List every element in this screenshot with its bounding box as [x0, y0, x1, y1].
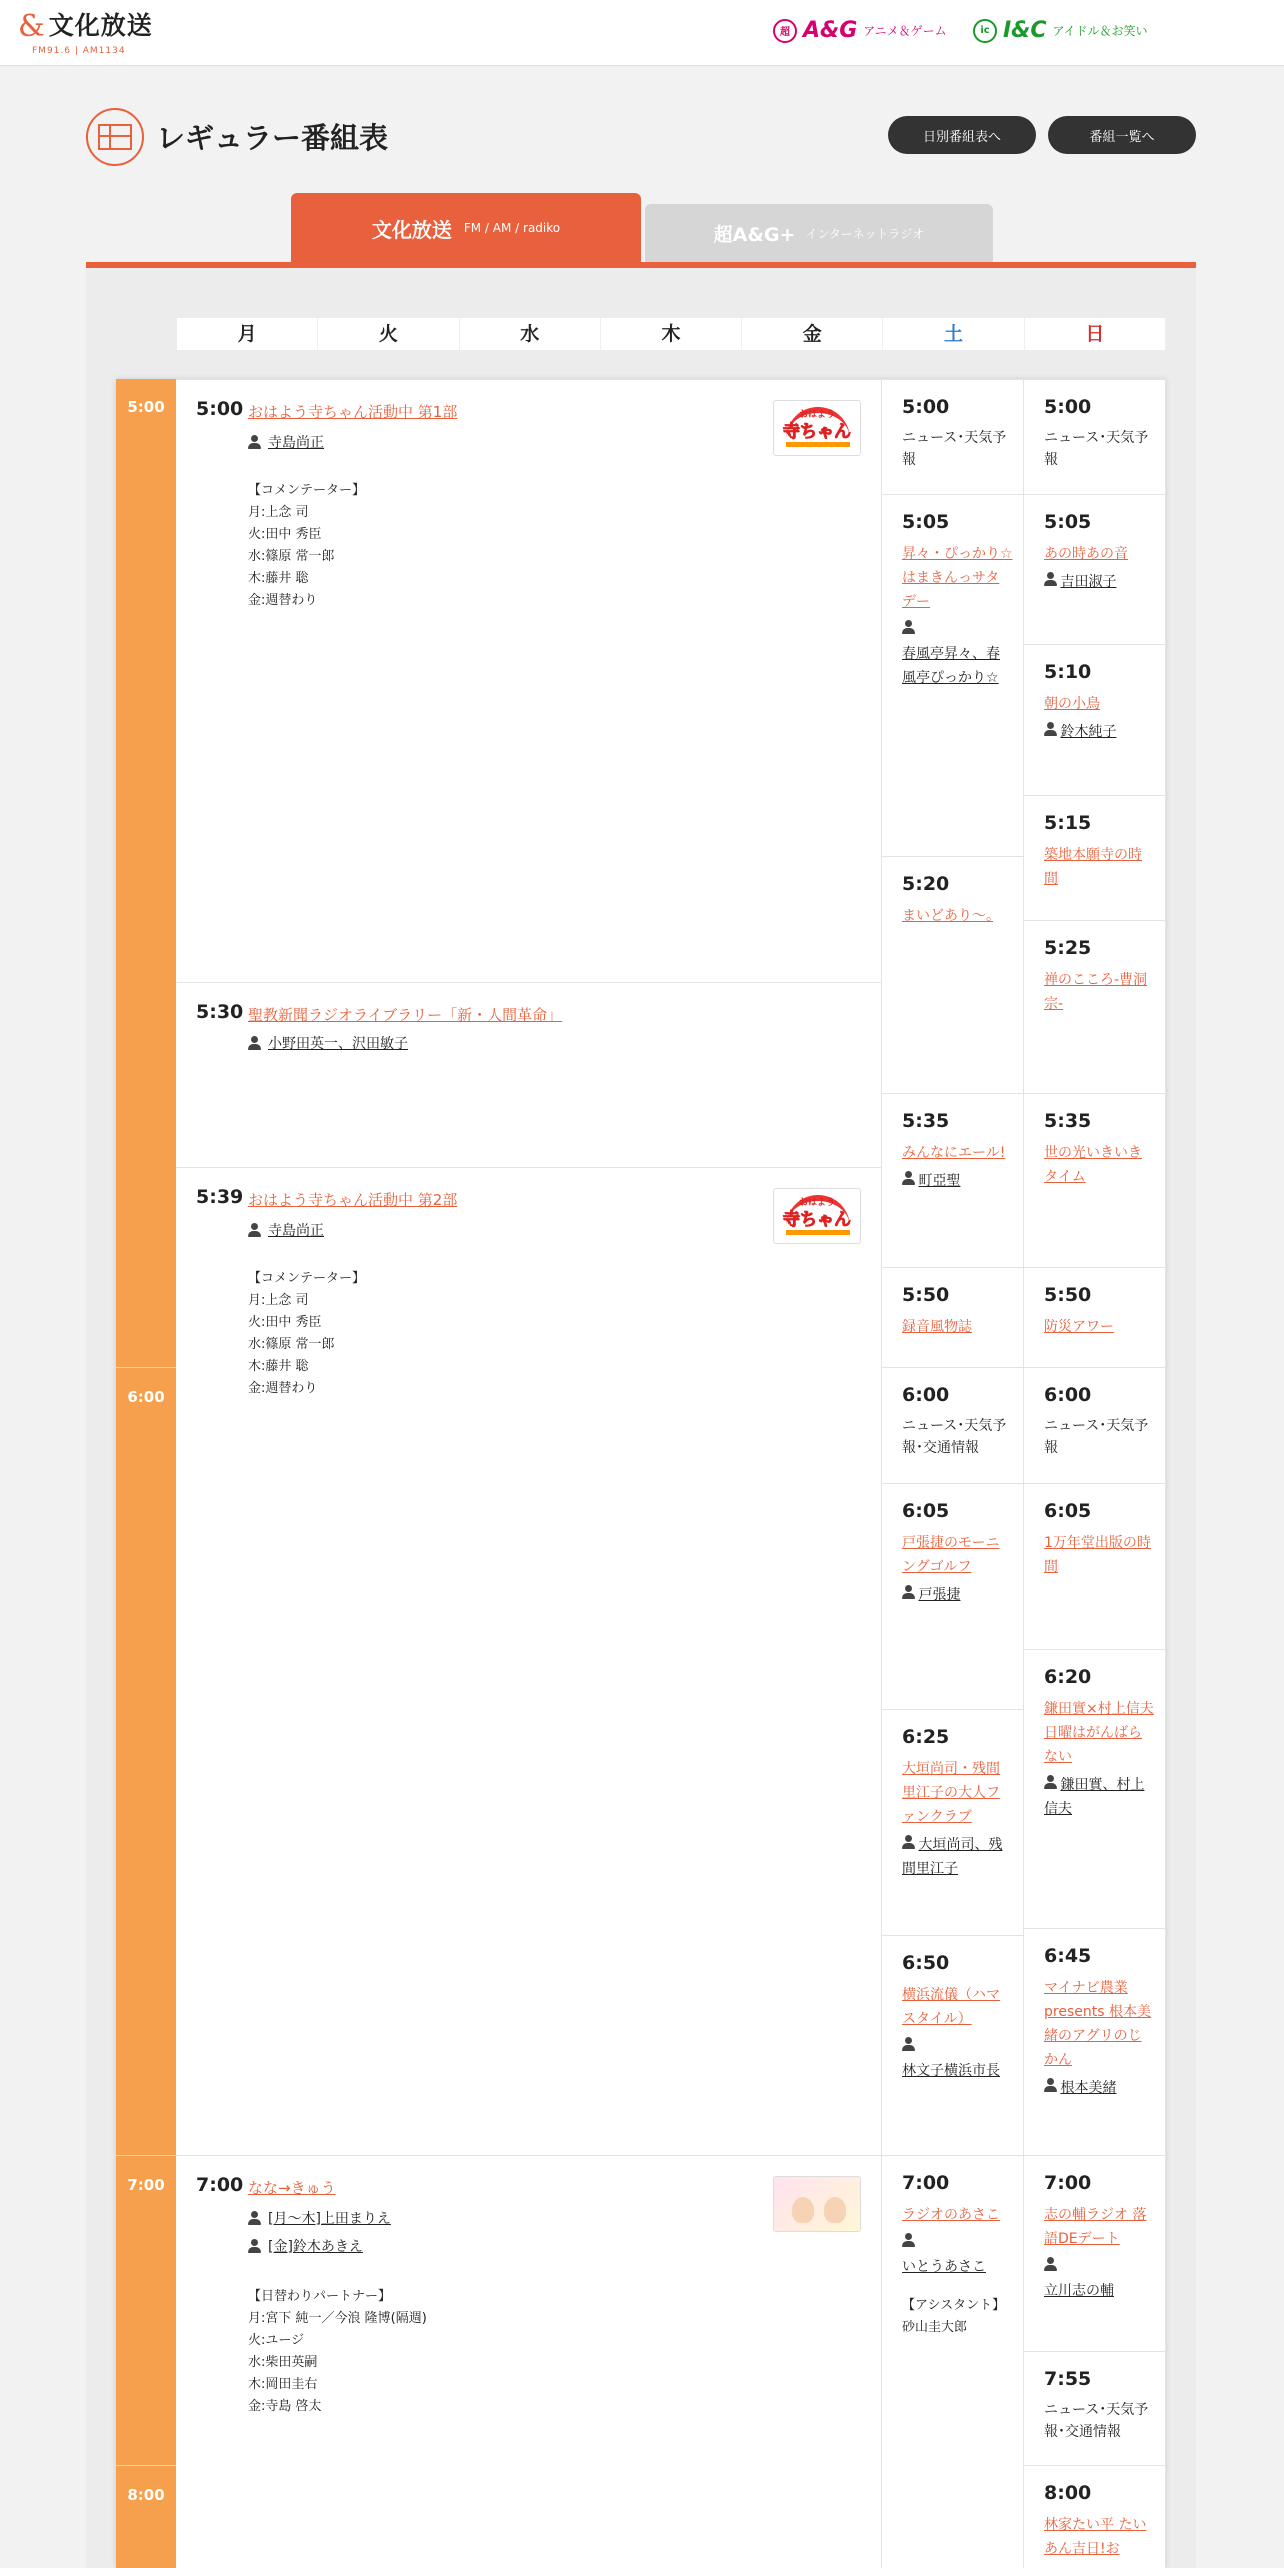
hour-label: 7:00: [127, 2176, 165, 2194]
program-note: 【アシスタント】 砂山圭大郎: [902, 2298, 1006, 2335]
tab-ag-plus[interactable]: [645, 204, 993, 263]
program-time: 6:50: [902, 1952, 950, 1974]
program-title-link[interactable]: 防災アワー: [1044, 1319, 1114, 1335]
day-mon: 月: [177, 318, 318, 350]
hour-divider: [116, 2155, 176, 2156]
personality-link[interactable]: 町亞聖: [918, 1173, 961, 1189]
program-time: 5:39: [196, 1186, 244, 1208]
day-fri: 金: [742, 318, 883, 350]
program-personality: [902, 1583, 1013, 1607]
personality-link[interactable]: 戸張捷: [918, 1587, 961, 1603]
program-time: 5:20: [902, 873, 950, 895]
top-bar: [0, 0, 1284, 66]
program-notes: 【日替わりパートナー】 月:宮下 純一／今浪 隆博(隔週) 火:ユージ 水:柴田英嗣 木:岡田圭右 金:寺島 啓太: [248, 2289, 427, 2414]
personality-link[interactable]: 根本美緒: [1060, 2080, 1117, 2096]
program-time: 5:50: [1044, 1284, 1092, 1306]
program-title-link[interactable]: 大垣尚司・残間里江子の大人ファンクラブ: [902, 1761, 1000, 1825]
person-icon: [1044, 572, 1056, 586]
hour-label: 6:00: [127, 1388, 165, 1406]
program-title-link[interactable]: ラジオのあさこ: [902, 2207, 1000, 2223]
day-wed: 水: [460, 318, 601, 350]
sun-program: [1024, 2465, 1166, 2568]
logo-frequency: FM91.6 | AM1134: [32, 46, 126, 56]
sat-program: [882, 856, 1024, 1093]
tab-sub-title: 超A&G+: [713, 224, 796, 246]
person-icon: [248, 2211, 260, 2225]
program-time: 5:35: [1044, 1110, 1092, 1132]
program-time: 5:10: [1044, 661, 1092, 683]
personality-link[interactable]: 寺島尚正: [268, 435, 324, 451]
personality-link[interactable]: 寺島尚正: [268, 1223, 324, 1239]
day-thu: 木: [601, 318, 742, 350]
program-block: [176, 1167, 882, 2155]
person-icon: [902, 2037, 914, 2051]
program-title-link[interactable]: 横浜流儀（ハマスタイル）: [902, 1987, 1000, 2027]
site-logo[interactable]: [18, 9, 153, 56]
program-list-button[interactable]: 番組一覧へ: [1048, 116, 1196, 154]
personality-link[interactable]: 立川志の輔: [1044, 2283, 1114, 2299]
personality-link[interactable]: 小野田英一、沢田敏子: [268, 1036, 408, 1052]
sun-program: [1024, 2155, 1166, 2351]
host-photo: [824, 2197, 846, 2223]
program-personality: [1044, 1773, 1155, 1821]
personality-link[interactable]: 大垣尚司、残間里江子: [902, 1837, 1003, 1877]
program-title-link[interactable]: おはよう寺ちゃん活動中 第1部: [248, 403, 458, 421]
hour-label: 5:00: [127, 398, 165, 416]
person-icon: [1044, 1775, 1056, 1789]
program-time: 7:00: [902, 2172, 950, 2194]
program-text: ニュース･天気予報: [1044, 1418, 1149, 1456]
program-title-link[interactable]: 昇々・ぴっかり☆ はまきんっサタデー: [902, 546, 1013, 610]
program-personality: [902, 618, 1013, 690]
day-header: [177, 318, 1166, 350]
program-time: 5:50: [902, 1284, 950, 1306]
sat-program: [882, 494, 1024, 856]
program-personality: [1044, 720, 1155, 744]
ic-brand-desc: アイドル＆お笑い: [1052, 24, 1148, 38]
program-title-link[interactable]: おはよう寺ちゃん活動中 第2部: [248, 1191, 458, 1209]
day-tue: 火: [318, 318, 459, 350]
sun-program: [1024, 1267, 1166, 1367]
program-personality: [902, 2231, 1013, 2279]
sun-program: [1024, 920, 1166, 1093]
program-block: [176, 379, 882, 982]
program-time: 5:30: [196, 1001, 244, 1023]
program-time: 6:25: [902, 1726, 950, 1748]
sun-program: [1024, 1928, 1166, 2155]
program-title-link[interactable]: 林家たい平 たいあん吉日!お: [1044, 2517, 1147, 2557]
logo-mark-icon: &: [18, 9, 45, 44]
sun-program: [1024, 379, 1166, 494]
ic-brand-name: I&C: [1003, 18, 1047, 43]
program-personality: [248, 1220, 324, 1240]
program-title-link[interactable]: 戸張捷のモーニングゴルフ: [902, 1535, 1000, 1575]
thumb-caption-top: おはよう: [798, 410, 835, 420]
ag-badge-icon: 超: [773, 19, 797, 43]
host-photo: [792, 2197, 814, 2223]
program-title-link[interactable]: 志の輔ラジオ 落語DEデート: [1044, 2207, 1147, 2247]
sun-program: [1024, 1093, 1166, 1267]
program-personality: [248, 1033, 408, 1053]
program-title-link[interactable]: 1万年堂出版の時間: [1044, 1535, 1151, 1575]
program-thumbnail[interactable]: [773, 2176, 861, 2232]
program-personality: [902, 2035, 1013, 2083]
program-title-link[interactable]: みんなにエール!: [902, 1145, 1006, 1161]
program-title-link[interactable]: 聖教新聞ラジオライブラリー「新・人間革命」: [248, 1006, 563, 1024]
sat-program: [882, 1367, 1024, 1483]
tab-main-sub: FM / AM / radiko: [463, 221, 561, 235]
program-personality: [248, 432, 324, 452]
program-personality: [902, 1833, 1013, 1881]
thumb-caption-main: 寺ちゃん: [783, 1210, 851, 1230]
program-time: 7:55: [1044, 2368, 1092, 2390]
program-time: 5:00: [196, 398, 244, 420]
sat-program: [882, 1709, 1024, 1935]
personality-link[interactable]: 鎌田實、村上信夫: [1044, 1777, 1145, 1817]
program-time: 7:00: [1044, 2172, 1092, 2194]
program-title-link[interactable]: なな→きゅう: [248, 2179, 336, 2197]
thumb-caption-main: 寺ちゃん: [783, 422, 851, 442]
program-title-link[interactable]: 築地本願寺の時間: [1044, 847, 1142, 887]
sun-program: [1024, 644, 1166, 795]
day-sat: 土: [883, 318, 1024, 350]
person-icon: [902, 1585, 914, 1599]
page-title: レギュラー番組表: [156, 121, 389, 155]
program-text: ニュース･天気予報･交通情報: [1044, 2402, 1149, 2440]
tab-main-title: 文化放送: [371, 217, 452, 242]
tab-bunka-housou[interactable]: [291, 193, 641, 263]
program-time: 8:00: [1044, 2482, 1092, 2504]
sun-program: [1024, 1367, 1166, 1483]
hour-divider: [116, 1367, 176, 1368]
day-sun: 日: [1025, 318, 1166, 350]
program-time: 5:00: [1044, 396, 1092, 418]
personality-link[interactable]: 林文子横浜市長: [902, 2063, 1000, 2079]
program-thumbnail[interactable]: [773, 1188, 861, 1244]
sat-program: [882, 379, 1024, 494]
program-time: 6:00: [902, 1384, 950, 1406]
sun-program: [1024, 494, 1166, 644]
sat-program: [882, 1935, 1024, 2155]
program-title-link[interactable]: 録音風物誌: [902, 1319, 972, 1335]
person-icon: [902, 620, 914, 634]
person-icon: [902, 2233, 914, 2247]
program-title-link[interactable]: 世の光いきいきタイム: [1044, 1145, 1142, 1185]
program-personality: [1044, 2255, 1155, 2303]
sun-program: [1024, 1483, 1166, 1649]
hour-divider: [116, 2465, 176, 2466]
person-icon: [248, 435, 260, 449]
program-thumbnail[interactable]: [773, 400, 861, 456]
program-time: 7:00: [196, 2174, 244, 2196]
program-title-link[interactable]: あの時あの音: [1044, 546, 1128, 562]
sun-program: [1024, 795, 1166, 920]
sat-program: [882, 1093, 1024, 1267]
program-text: ニュース･天気予報: [1044, 430, 1149, 468]
personality-link[interactable]: 春風亭昇々、春風亭ぴっかり☆: [902, 646, 1000, 686]
daily-schedule-button[interactable]: 日別番組表へ: [888, 116, 1036, 154]
personality-link[interactable]: [金]鈴木あきえ: [268, 2239, 363, 2255]
person-icon: [902, 1171, 914, 1185]
program-time: 5:25: [1044, 937, 1092, 959]
personality-link[interactable]: [月～木]上田まりえ: [268, 2211, 391, 2227]
person-icon: [248, 1223, 260, 1237]
program-personality: [248, 2208, 391, 2228]
program-title-link[interactable]: 朝の小鳥: [1044, 696, 1100, 712]
brand-link-ag[interactable]: [773, 18, 947, 43]
program-personality: [248, 2236, 363, 2256]
program-time: 5:05: [1044, 511, 1092, 533]
program-time: 5:00: [902, 396, 950, 418]
brand-link-ic[interactable]: [973, 18, 1147, 43]
program-time: 6:20: [1044, 1666, 1092, 1688]
program-personality: [1044, 570, 1155, 594]
person-icon: [1044, 2078, 1056, 2092]
program-title-link[interactable]: まいどあり〜｡: [902, 908, 993, 924]
program-time: 5:35: [902, 1110, 950, 1132]
program-notes: 【コメンテーター】 月:上念 司 火:田中 秀臣 水:篠原 常一郎 木:藤井 聡 金:週替わり: [248, 483, 366, 608]
personality-link[interactable]: 吉田淑子: [1060, 574, 1117, 590]
program-text: ニュース･天気予報: [902, 430, 1007, 468]
program-block: [176, 982, 882, 1167]
program-text: ニュース･天気予報･交通情報: [902, 1418, 1007, 1456]
person-icon: [1044, 722, 1056, 736]
program-personality: [1044, 2076, 1155, 2100]
sun-program: [1024, 2351, 1166, 2465]
person-icon: [248, 1036, 260, 1050]
personality-link[interactable]: いとうあさこ: [902, 2259, 986, 2275]
timetable-icon: [86, 108, 144, 166]
sat-program: [882, 2155, 1024, 2568]
ag-brand-desc: アニメ＆ゲーム: [863, 24, 947, 38]
program-title-link[interactable]: マイナビ農業presents 根本美緒のアグリのじかん: [1044, 1980, 1151, 2068]
program-time: 6:45: [1044, 1945, 1092, 1967]
program-title-link[interactable]: 禅のこころ-曹洞宗-: [1044, 972, 1148, 1012]
program-time: 5:05: [902, 511, 950, 533]
time-column: [116, 379, 176, 2568]
program-title-link[interactable]: 鎌田實×村上信夫 日曜はがんばらない: [1044, 1701, 1154, 1765]
personality-link[interactable]: 鈴木純子: [1060, 724, 1117, 740]
person-icon: [1044, 2257, 1056, 2271]
tab-sub-sub: インターネットラジオ: [805, 227, 925, 241]
thumb-caption-top: おはよう: [798, 1198, 835, 1208]
program-time: 6:05: [1044, 1500, 1092, 1522]
sun-program: [1024, 1649, 1166, 1928]
logo-text: 文化放送: [48, 11, 153, 40]
ic-badge-icon: ic: [973, 19, 997, 43]
hour-label: 8:00: [127, 2486, 165, 2504]
program-block: [176, 2155, 882, 2568]
program-time: 6:00: [1044, 1384, 1092, 1406]
sat-program: [882, 1483, 1024, 1709]
program-notes: 【コメンテーター】 月:上念 司 火:田中 秀臣 水:篠原 常一郎 木:藤井 聡 金:週替わり: [248, 1271, 366, 1396]
sat-program: [882, 1267, 1024, 1367]
program-personality: [902, 1169, 1013, 1193]
ag-brand-name: A&G: [803, 18, 858, 43]
program-time: 5:15: [1044, 812, 1092, 834]
program-time: 6:05: [902, 1500, 950, 1522]
person-icon: [902, 1835, 914, 1849]
person-icon: [248, 2239, 260, 2253]
